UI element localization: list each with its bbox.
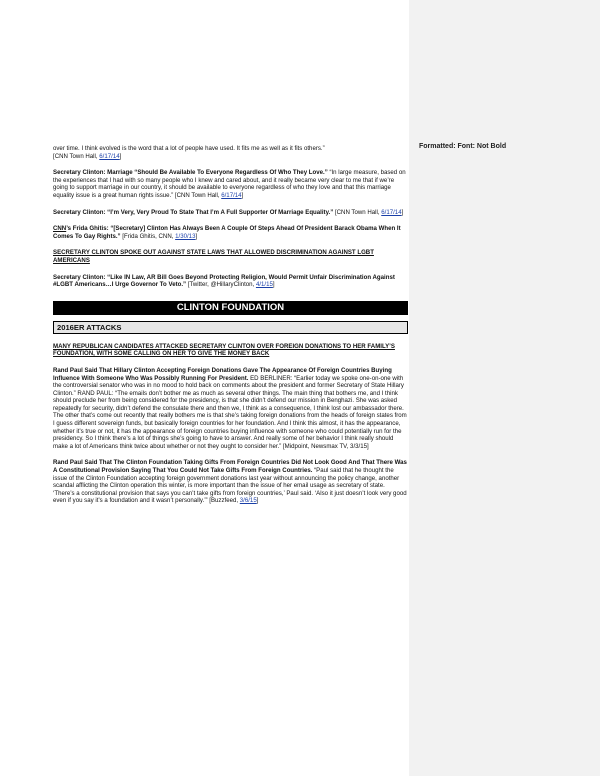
subsection-title: 2016ER ATTACKS <box>53 321 408 334</box>
source-link[interactable]: 1/30/13 <box>175 232 196 240</box>
quote-paragraph-paul-buzzfeed: Rand Paul Said That The Clinton Foundation Taking Gifts From Foreign Countries Did Not Look Good And That There Was A Constitutional Provision Saying That You Could Not Take Gifts From Foreign Countries. “Paul said that he thought the issue of the Clinton Foundation accepting foreign government donations last year without announcing the policy change, another scandal afflicting the Clinton operation this winter, is more important than the issue of her email usage as secretary of state. ‘There’s a constitutional provision that says you can’t take gifts from foreign countries,’ Paul said. ‘Also it just doesn’t look very good even if you say it’s a foundation and it wasn’t personally.’” [Buzzfeed, 3/6/15] <box>53 459 407 505</box>
comment-pane <box>409 0 600 776</box>
quote-paragraph-evolved: over time. I think evolved is the word that a lot of people have used. It fits me as well as it fits others.” [CNN Town Hall, 6/17/14] <box>53 145 325 160</box>
section-heading-foreign-donations: MANY REPUBLICAN CANDIDATES ATTACKED SECRETARY CLINTON OVER FOREIGN DONATIONS TO HER FAMILY’S FOUNDATION, WITH SOME CALLING ON HER TO GIVE THE MONEY BACK <box>53 342 395 358</box>
source-link[interactable]: 3/6/15 <box>239 497 257 505</box>
quote-paragraph-marriage: Secretary Clinton: Marriage “Should Be Available To Everyone Regardless Of Who They Love.” “In large measure, based on the experiences that I had with so many people who I knew and cared about, and it really became very clear to me that if we’re going to support marriage in our country, it should be available to everyone regardless of who they love and that this marriage equality issue is a great human rights issue.” [CNN Town Hall, 6/17/14] <box>53 169 406 199</box>
source-link[interactable]: 6/17/14 <box>381 208 402 216</box>
source-link[interactable]: 6/17/14 <box>99 152 120 160</box>
section-title-bar: CLINTON FOUNDATION <box>53 301 408 315</box>
quote-paragraph-paul-newsmax: Rand Paul Said That Hillary Clinton Accepting Foreign Donations Gave The Appearance Of Foreign Countries Buying Influence With Someone Who Was Possibly Running For President. ED BERLINER: “Earlier today we spoke one-on-one with the controversial senator who was in no mood to hold back on comments about the president and former Secretary of State Hillary Clinton.” RAND PAUL: “The emails don’t bother me as much as several other things. The main thing that bothers me, and I think should preclude her from being considered for the presidency, is that she didn’t defend our mission in Benghazi. She was asked repeatedly for security, didn’t defend the consulate there and then we, I think as a consequence, I think lost our ambassador there. The other that’s come out recently that really bothers me is that she’s taking foreign donations from the heads of foreign states from I guess different sovereign funds, but basically foreign countries for her foundation. And I think this almost, it has the appearance, whether it’s true or not, it has the appearance of foreign countries buying influence with someone who could potentially run for the presidency. So I think there’s a lot of things she’s going to have to answer. And really some of her behavior I think really should make a lot of Americans think twice about whether or not they ought to consider her.” [Midpoint, Newsmax TV, 3/3/15] <box>53 366 407 450</box>
source-link[interactable]: 4/1/15 <box>255 281 273 289</box>
document-body <box>53 145 408 514</box>
quote-paragraph-proud: Secretary Clinton: “I’m Very, Very Proud To State That I’m A Full Supporter Of Marriage Equality.” [CNN Town Hall, 6/17/14] <box>53 208 404 216</box>
source-link[interactable]: 6/17/14 <box>221 191 242 199</box>
quote-paragraph-veto: Secretary Clinton: “Like IN Law, AR Bill Goes Beyond Protecting Religion, Would Permit Unfair Discrimination Against #LGBT Americans…I Urge Governor To Veto.” [Twitter, @HillaryClinton, 4/1/15] <box>53 273 395 289</box>
section-heading-state-laws: SECRETARY CLINTON SPOKE OUT AGAINST STATE LAWS THAT ALLOWED DISCRIMINATION AGAINST LGBT AMERICANS <box>53 249 374 264</box>
comment-formatting-note: Formatted: Font: Not Bold <box>419 143 507 150</box>
quote-paragraph-ghitis: CNN’s Frida Ghitis: “[Secretary] Clinton Has Always Been A Couple Of Steps Ahead Of President Barack Obama When It Comes To Gay Rights.” [Frida Ghitis, CNN, 1/30/13] <box>53 225 401 240</box>
